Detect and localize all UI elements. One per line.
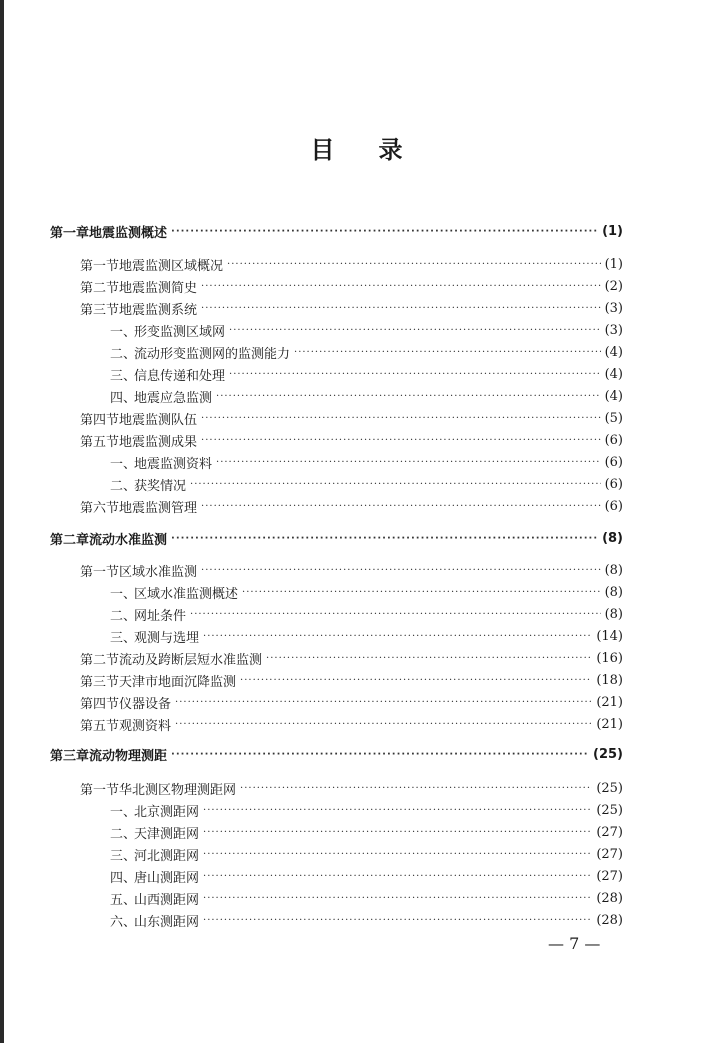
toc-entry-title: 获奖情况: [134, 478, 187, 494]
toc-entry-number: 第一节: [80, 258, 120, 274]
toc-leader-dots: [201, 565, 601, 576]
toc-leader-dots: [216, 391, 601, 402]
toc-entry-title: 观测与选埋: [134, 630, 200, 646]
toc-entry-number: 二、: [110, 346, 137, 362]
toc-entry-number: 第五节: [80, 434, 120, 450]
toc-leader-dots: [229, 325, 601, 336]
toc-entry-title: 信息传递和处理: [134, 368, 226, 384]
toc-entry: [0, 582, 713, 602]
toc-entry-number: 六、: [110, 914, 137, 930]
toc-entry: [0, 866, 713, 886]
toc-leader-dots: [201, 281, 601, 292]
toc-entry-number: 第三节: [80, 302, 120, 318]
toc-entry-title: 观测资料: [119, 718, 172, 734]
toc-entry-number: 第一章: [50, 225, 90, 241]
toc-entry-page: (4): [604, 388, 623, 404]
toc-entry-number: 三、: [110, 368, 137, 384]
toc-entry-number: 第三章: [50, 748, 90, 764]
toc-entry-page: (27): [596, 824, 623, 840]
toc-entry-page: (25): [593, 746, 623, 762]
toc-leader-dots: [294, 347, 601, 358]
toc-entry: [0, 276, 713, 296]
toc-entry-page: (3): [604, 300, 623, 316]
toc-entry-number: 五、: [110, 892, 137, 908]
toc-entry-title: 流动及跨断层短水准监测: [119, 652, 263, 668]
toc-leader-dots: [203, 631, 592, 642]
toc-leader-dots: [203, 893, 592, 904]
toc-entry-title: 区域水准监测: [119, 564, 198, 580]
toc-entry-number: 第三节: [80, 674, 120, 690]
toc-entry-page: (25): [596, 802, 623, 818]
toc-entry-title: 华北测区物理测距网: [119, 782, 237, 798]
toc-entry-number: 三、: [110, 848, 137, 864]
toc-entry-page: (6): [604, 454, 623, 470]
toc-entry: [0, 670, 713, 690]
toc-leader-dots: [201, 413, 601, 424]
toc-entry-number: 一、: [110, 456, 137, 472]
toc-entry-page: (27): [596, 868, 623, 884]
toc-entry: [0, 744, 713, 764]
toc-entry: [0, 298, 713, 318]
toc-leader-dots: [175, 719, 592, 730]
toc-entry: [0, 560, 713, 580]
toc-entry: [0, 888, 713, 908]
toc-entry-page: (4): [604, 366, 623, 382]
toc-entry-title: 地震监测系统: [119, 302, 198, 318]
toc-entry-title: 地震监测成果: [119, 434, 198, 450]
toc-leader-dots: [201, 435, 601, 446]
toc-entry-page: (8): [604, 584, 623, 600]
toc-entry-title: 地震监测资料: [134, 456, 213, 472]
toc-entry-title: 地震监测区域概况: [119, 258, 224, 274]
toc-entry-page: (2): [604, 278, 623, 294]
toc-entry-number: 第五节: [80, 718, 120, 734]
toc-entry: [0, 452, 713, 472]
toc-entry-number: 第六节: [80, 500, 120, 516]
toc-entry: [0, 221, 713, 241]
toc-entry-title: 天津市地面沉降监测: [119, 674, 237, 690]
toc-entry: [0, 496, 713, 516]
toc-entry: [0, 648, 713, 668]
toc-leader-dots: [227, 259, 601, 270]
toc-entry-title: 网址条件: [134, 608, 187, 624]
toc-entry-number: 第一节: [80, 782, 120, 798]
toc-entry-title: 地震监测管理: [119, 500, 198, 516]
toc-entry: [0, 626, 713, 646]
toc-entry-page: (6): [604, 498, 623, 514]
toc-entry: [0, 844, 713, 864]
toc-entry-number: 第四节: [80, 412, 120, 428]
toc-entry-page: (1): [604, 256, 623, 272]
toc-entry-page: (8): [602, 530, 623, 546]
toc-entry: [0, 692, 713, 712]
toc-entry: [0, 320, 713, 340]
toc-entry-title: 天津测距网: [134, 826, 200, 842]
toc-leader-dots: [201, 501, 601, 512]
toc-leader-dots: [240, 783, 592, 794]
toc-entry-number: 第二章: [50, 532, 90, 548]
toc-entry-page: (28): [596, 912, 623, 928]
toc-entry-page: (25): [596, 780, 623, 796]
toc-entry-page: (4): [604, 344, 623, 360]
toc-entry: [0, 474, 713, 494]
title-char-1: 目: [310, 136, 335, 164]
toc-entry-number: 一、: [110, 324, 137, 340]
toc-entry-title: 河北测距网: [134, 848, 200, 864]
toc-leader-dots: [203, 915, 592, 926]
toc-entry-title: 流动形变监测网的监测能力: [134, 346, 291, 362]
toc-leader-dots: [203, 827, 592, 838]
toc-entry: [0, 778, 713, 798]
toc-entry: [0, 714, 713, 734]
toc-entry-page: (16): [596, 650, 623, 666]
toc-leader-dots: [242, 587, 601, 598]
page-number: — 7 —: [548, 934, 600, 953]
toc-leader-dots: [240, 675, 592, 686]
toc-entry-title: 形变监测区域网: [134, 324, 226, 340]
toc-entry-number: 四、: [110, 870, 137, 886]
toc-leader-dots: [203, 805, 592, 816]
toc-entry-title: 仪器设备: [119, 696, 172, 712]
toc-entry-page: (6): [604, 476, 623, 492]
toc-entry-title: 地震监测概述: [89, 225, 168, 241]
toc-entry: [0, 430, 713, 450]
toc-leader-dots: [171, 226, 598, 237]
toc-leader-dots: [203, 849, 592, 860]
toc-leader-dots: [201, 303, 601, 314]
toc-entry-title: 地震应急监测: [134, 390, 213, 406]
toc-entry-page: (3): [604, 322, 623, 338]
toc-entry-title: 唐山测距网: [134, 870, 200, 886]
toc-entry: [0, 364, 713, 384]
toc-entry-number: 第一节: [80, 564, 120, 580]
toc-entry-title: 地震监测队伍: [119, 412, 198, 428]
toc-entry-page: (8): [604, 606, 623, 622]
toc-entry-number: 第二节: [80, 652, 120, 668]
toc-entry: [0, 604, 713, 624]
toc-entry-number: 第二节: [80, 280, 120, 296]
toc-entry: [0, 254, 713, 274]
toc-leader-dots: [229, 369, 601, 380]
toc-leader-dots: [266, 653, 592, 664]
toc-entry-page: (21): [596, 694, 623, 710]
toc-entry-page: (28): [596, 890, 623, 906]
toc-entry: [0, 386, 713, 406]
toc-entry: [0, 822, 713, 842]
toc-entry-page: (21): [596, 716, 623, 732]
toc-entry: [0, 342, 713, 362]
toc-entry-page: (6): [604, 432, 623, 448]
toc-leader-dots: [203, 871, 592, 882]
toc-entry: [0, 528, 713, 548]
toc-entry: [0, 910, 713, 930]
toc-leader-dots: [171, 533, 598, 544]
toc-entry: [0, 408, 713, 428]
toc-entry-title: 山东测距网: [134, 914, 200, 930]
toc-entry-page: (1): [602, 223, 623, 239]
toc-entry-title: 山西测距网: [134, 892, 200, 908]
toc-entry-number: 四、: [110, 390, 137, 406]
toc-leader-dots: [190, 609, 601, 620]
toc-entry-title: 区域水准监测概述: [134, 586, 239, 602]
toc-entry: [0, 800, 713, 820]
toc-entry-title: 流动物理测距: [89, 748, 168, 764]
toc-entry-title: 北京测距网: [134, 804, 200, 820]
toc-entry-title: 地震监测简史: [119, 280, 198, 296]
toc-entry-page: (14): [596, 628, 623, 644]
toc-entry-number: 二、: [110, 478, 137, 494]
toc-entry-number: 一、: [110, 804, 137, 820]
toc-entry-page: (5): [604, 410, 623, 426]
toc-entry-title: 流动水准监测: [89, 532, 168, 548]
toc-leader-dots: [171, 749, 589, 760]
toc-entry-number: 三、: [110, 630, 137, 646]
toc-entry-page: (27): [596, 846, 623, 862]
toc-entry-number: 二、: [110, 826, 137, 842]
toc-entry-number: 二、: [110, 608, 137, 624]
toc-entry-page: (18): [596, 672, 623, 688]
toc-leader-dots: [175, 697, 592, 708]
toc-leader-dots: [216, 457, 601, 468]
toc-entry-page: (8): [604, 562, 623, 578]
toc-leader-dots: [190, 479, 601, 490]
title-char-2: 录: [378, 136, 403, 164]
toc-entry-number: 第四节: [80, 696, 120, 712]
toc-entry-number: 一、: [110, 586, 137, 602]
